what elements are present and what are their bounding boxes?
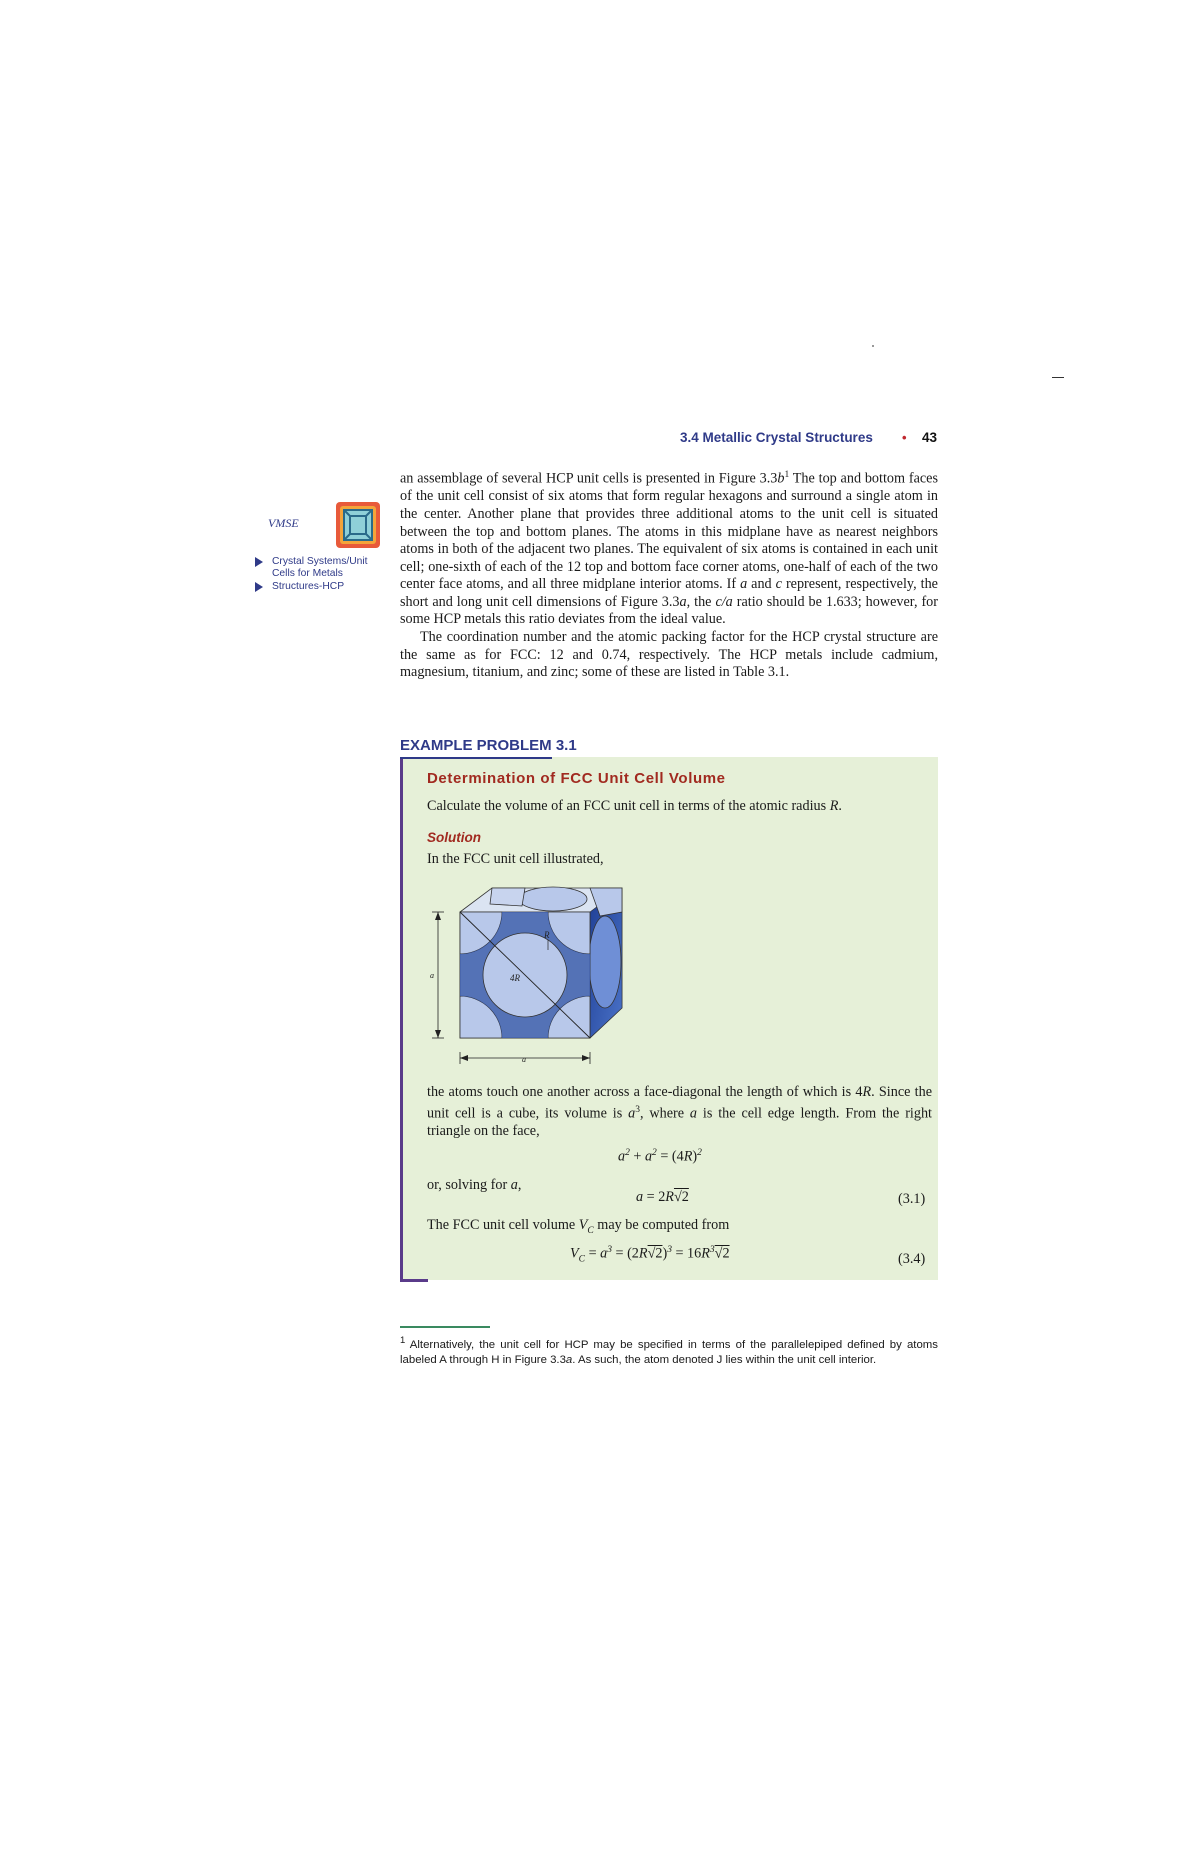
equation-number-3-1: (3.1) [898,1191,926,1207]
example-bottom-bar [400,1279,428,1282]
header-bullet: • [902,430,907,445]
example-rule [400,757,552,759]
label-a-vertical: a [430,971,434,980]
body-text [400,467,938,682]
triangle-bullet-icon [255,557,263,567]
example-left-bar [400,757,403,1282]
margin-links [255,556,390,593]
vmse-logo: VMSE [268,516,299,530]
solution-label: Solution [427,830,481,845]
volume-text: The FCC unit cell volume $V_C$ may be computed from [427,1217,730,1236]
running-header-title: 3.4 Metallic Crystal Structures [680,430,873,445]
label-a-horizontal: a [522,1055,526,1064]
solution-intro: In the FCC unit cell illustrated, [427,851,604,867]
triangle-bullet-icon [255,582,263,592]
footnote: $^1$ Alternatively, the unit cell for HCP may be specified in terms of the parallelepiped defined by atoms labeled A through H in Figure 3.3a. As such, the atom denoted J lies within the unit cell interior. [400,1335,938,1366]
label-4r: 4R [510,973,520,983]
fcc-unit-cell-figure [430,882,630,1074]
margin-link-structures-hcp[interactable]: Structures-HCP [255,581,390,593]
problem-title: Determination of FCC Unit Cell Volume [427,770,726,787]
paragraph-hcp-cell: an assemblage of several HCP unit cells is presented in Figure $3.3b^1$ The top and bottom faces of the unit cell consist of six atoms that form regular hexagons and surround a single atom in the center. Another plane that provides three additional atoms to the unit cell is situated between the top and bottom planes. The atoms in this midplane have as nearest neighbors atoms in both of the adjacent two planes. The equivalent of six atoms is contained in each unit cell; one-sixth of each of the 12 top and bottom face corner atoms, one-half of each of the two center face atoms, and all three midplane interior atoms. If a and c represent, respectively, the short and long unit cell dimensions of Figure 3.3a, the c/a ratio should be 1.633; however, for some HCP metals this ratio deviates from the ideal value. [400,470,938,628]
paragraph-coordination: The coordination number and the atomic packing factor for the HCP crystal structure are the same as for FCC: 12 and 0.74, respectively. The HCP metals include cadmium, magnesium, titanium, and zinc; some of these are listed in Table 3.1. [400,629,938,681]
equation-pythagoras: $a^2 + a^2 = (4R)^2$ [618,1148,702,1165]
solution-text: the atoms touch one another across a face-diagonal the length of which is 4R. Since the unit cell is a cube, its volume is $a^3$, where a is the cell edge length. From the right triangle on the face, [427,1084,932,1139]
page-mark-dot [872,345,874,347]
label-r: R [544,930,550,940]
equation-3-4: $V_C = a^3 = (2R√2)^3 = 16R^3√2$ [570,1245,730,1265]
margin-link-crystal-systems[interactable]: Crystal Systems/Unit Cells for Metals [255,556,390,580]
problem-statement: Calculate the volume of an FCC unit cell in terms of the atomic radius R. [427,798,842,814]
page-mark-dash [1052,377,1064,378]
footnote-rule [400,1326,490,1328]
vmse-crystal-icon[interactable] [334,500,382,550]
equation-3-1: a = 2R√2 [636,1189,689,1205]
page-number: 43 [922,430,938,445]
solving-text: or, solving for a, [427,1177,522,1193]
example-label: EXAMPLE PROBLEM 3.1 [400,737,577,754]
equation-number-3-4: (3.4) [898,1251,926,1267]
